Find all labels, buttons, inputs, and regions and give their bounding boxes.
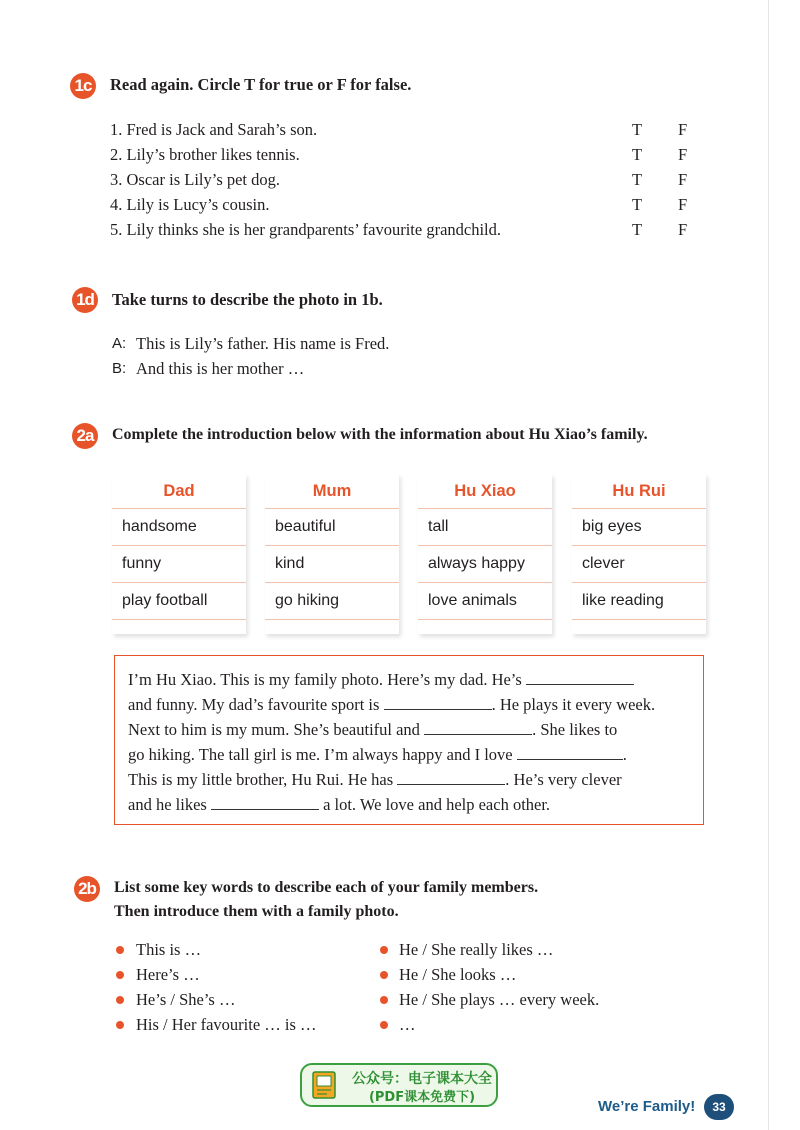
card-item: big eyes — [572, 509, 706, 546]
heading-2b-line-2: Then introduce them with a family photo. — [114, 903, 399, 920]
blank-6[interactable] — [211, 795, 319, 810]
intro-text: a lot. We love and help each other. — [323, 795, 551, 814]
card-title-mum: Mum — [265, 474, 399, 509]
card-dad — [112, 474, 246, 634]
bullet-right-4: … — [399, 1015, 416, 1034]
page-number: 33 — [704, 1094, 734, 1120]
intro-text: and he likes — [128, 795, 207, 814]
card-item: handsome — [112, 509, 246, 546]
heading-1d: Take turns to describe the photo in 1b. — [112, 290, 383, 309]
bullet-dot — [380, 996, 388, 1004]
bullet-dot — [116, 1021, 124, 1029]
bullet-dot — [116, 996, 124, 1004]
intro-line-2 — [128, 695, 655, 715]
card-item: always happy — [418, 546, 552, 583]
intro-text: Next to him is my mum. She’s beautiful and — [128, 720, 420, 739]
blank-5[interactable] — [397, 770, 505, 785]
bullet-right-2: He / She looks … — [399, 965, 517, 984]
card-item: tall — [418, 509, 552, 546]
bullet-right-1: He / She really likes … — [399, 940, 554, 959]
true-option-4[interactable]: T — [632, 195, 643, 214]
card-item: funny — [112, 546, 246, 583]
false-option-3[interactable]: F — [678, 170, 688, 189]
card-hu-xiao — [418, 474, 552, 634]
bullet-left-3: He’s / She’s … — [136, 990, 236, 1009]
heading-2a: Complete the introduction below with the information about Hu Xiao’s family. — [112, 426, 648, 443]
dialogue-line-a: This is Lily’s father. His name is Fred. — [136, 334, 390, 353]
card-hu-rui — [572, 474, 706, 634]
heading-1c: Read again. Circle T for true or F for false. — [110, 75, 412, 94]
statement-2: 2. Lily’s brother likes tennis. — [110, 145, 300, 164]
bullet-dot — [116, 971, 124, 979]
speaker-a: A: — [112, 335, 127, 352]
intro-text: I’m Hu Xiao. This is my family photo. Here’s my dad. He’s — [128, 670, 522, 689]
page-edge-line — [768, 0, 769, 1130]
bullet-dot — [380, 946, 388, 954]
watermark-line-1: 公众号：电子课本大全 — [352, 1071, 492, 1087]
intro-text: . — [622, 745, 627, 764]
speaker-b: B: — [112, 360, 127, 377]
card-item: go hiking — [265, 583, 399, 620]
intro-line-6 — [128, 795, 550, 815]
statement-4: 4. Lily is Lucy’s cousin. — [110, 195, 270, 214]
true-option-2[interactable]: T — [632, 145, 643, 164]
bullet-left-2: Here’s … — [136, 965, 200, 984]
bullet-dot — [380, 1021, 388, 1029]
intro-line-5 — [128, 770, 622, 790]
card-item: beautiful — [265, 509, 399, 546]
card-item: kind — [265, 546, 399, 583]
true-option-5[interactable]: T — [632, 220, 643, 239]
intro-text: and funny. My dad’s favourite sport is — [128, 695, 380, 714]
false-option-2[interactable]: F — [678, 145, 688, 164]
blank-2[interactable] — [384, 695, 492, 710]
card-title-hu-xiao: Hu Xiao — [418, 474, 552, 509]
false-option-5[interactable]: F — [678, 220, 688, 239]
intro-text: This is my little brother, Hu Rui. He has — [128, 770, 394, 789]
bullet-left-1: This is … — [136, 940, 202, 959]
bullet-dot — [116, 946, 124, 954]
card-item: clever — [572, 546, 706, 583]
card-item: love animals — [418, 583, 552, 620]
card-item: like reading — [572, 583, 706, 620]
badge-2b: 2b — [74, 876, 100, 902]
intro-text: . She likes to — [532, 720, 618, 739]
true-option-1[interactable]: T — [632, 120, 643, 139]
statement-3: 3. Oscar is Lily’s pet dog. — [110, 170, 281, 189]
intro-text: . He plays it every week. — [491, 695, 656, 714]
dialogue-line-b: And this is her mother … — [136, 359, 305, 378]
badge-1c: 1c — [70, 73, 96, 99]
intro-text: . He’s very clever — [505, 770, 622, 789]
false-option-1[interactable]: F — [678, 120, 688, 139]
intro-text: go hiking. The tall girl is me. I’m always happy and I love — [128, 745, 513, 764]
bullet-left-4: His / Her favourite … is … — [136, 1015, 317, 1034]
badge-2a: 2a — [72, 423, 98, 449]
card-item: play football — [112, 583, 246, 620]
badge-1d: 1d — [72, 287, 98, 313]
card-mum — [265, 474, 399, 634]
heading-2b-line-1: List some key words to describe each of your family members. — [114, 879, 539, 896]
footer-title: We’re Family! — [598, 1098, 696, 1115]
true-option-3[interactable]: T — [632, 170, 643, 189]
statement-5: 5. Lily thinks she is her grandparents’ favourite grandchild. — [110, 220, 502, 239]
intro-line-3 — [128, 720, 617, 740]
book-icon — [310, 1070, 340, 1100]
bullet-right-3: He / She plays … every week. — [399, 990, 600, 1009]
card-title-dad: Dad — [112, 474, 246, 509]
watermark-line-2: (PDF课本免费下) — [368, 1090, 476, 1105]
intro-line-1 — [128, 670, 634, 690]
intro-line-4 — [128, 745, 627, 765]
statement-1: 1. Fred is Jack and Sarah’s son. — [110, 120, 318, 139]
false-option-4[interactable]: F — [678, 195, 688, 214]
bullet-dot — [380, 971, 388, 979]
blank-3[interactable] — [424, 720, 532, 735]
blank-4[interactable] — [517, 745, 623, 760]
blank-1[interactable] — [526, 670, 634, 685]
watermark-stamp — [300, 1063, 498, 1107]
card-title-hu-rui: Hu Rui — [572, 474, 706, 509]
